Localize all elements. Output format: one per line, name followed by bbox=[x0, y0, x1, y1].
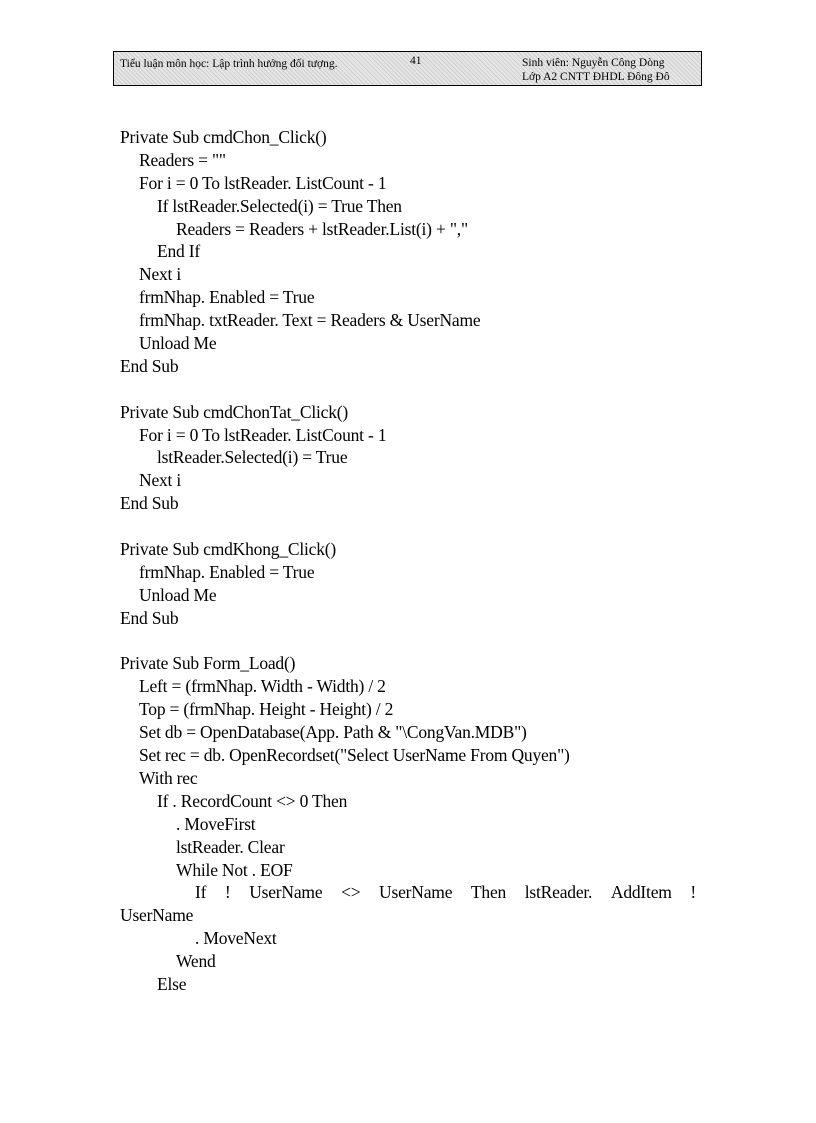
code-line: End Sub bbox=[120, 607, 179, 628]
code-line: Private Sub Form_Load() bbox=[120, 653, 296, 674]
course-title: Tiểu luận môn học: Lập trình hướng đối tượng. bbox=[120, 58, 338, 70]
code-line: If lstReader.Selected(i) = True Then bbox=[157, 195, 402, 216]
code-line: While Not . EOF bbox=[176, 859, 293, 880]
code-line: Set db = OpenDatabase(App. Path & "\CongVan.MDB") bbox=[139, 722, 527, 743]
code-line: UserName bbox=[120, 905, 194, 926]
student-info bbox=[522, 56, 670, 84]
blank-line bbox=[120, 515, 696, 538]
code-listing bbox=[120, 126, 696, 996]
code-line: Next i bbox=[139, 264, 182, 285]
code-token: AddItem bbox=[610, 882, 672, 903]
code-line: If . RecordCount <> 0 Then bbox=[157, 790, 348, 811]
student-name: Sinh viên: Nguyễn Công Dòng bbox=[522, 57, 665, 69]
blank-line bbox=[120, 630, 696, 653]
blank-line bbox=[120, 378, 696, 401]
code-line: Private Sub cmdKhong_Click() bbox=[120, 539, 337, 560]
code-line: Set rec = db. OpenRecordset("Select UserName From Quyen") bbox=[139, 745, 570, 766]
code-line: frmNhap. Enabled = True bbox=[139, 561, 315, 582]
code-line: End Sub bbox=[120, 355, 179, 376]
code-line: End If bbox=[157, 241, 201, 262]
code-line: Unload Me bbox=[139, 584, 217, 605]
code-line: frmNhap. txtReader. Text = Readers & UserName bbox=[139, 310, 481, 331]
code-line: . MoveNext bbox=[195, 928, 277, 949]
code-token: UserName bbox=[379, 882, 453, 903]
code-line: frmNhap. Enabled = True bbox=[139, 287, 315, 308]
code-token: lstReader. bbox=[524, 882, 593, 903]
code-token: Then bbox=[470, 882, 507, 903]
code-token: ! bbox=[690, 882, 696, 903]
code-token: ! bbox=[224, 882, 231, 903]
code-line: Unload Me bbox=[139, 333, 217, 354]
code-line: With rec bbox=[139, 767, 198, 788]
code-line: Private Sub cmdChonTat_Click() bbox=[120, 401, 349, 422]
code-line: Readers = "" bbox=[139, 149, 226, 170]
code-line: Left = (frmNhap. Width - Width) / 2 bbox=[139, 676, 386, 697]
code-line: End Sub bbox=[120, 493, 179, 514]
code-token: If bbox=[195, 882, 207, 903]
code-line: Else bbox=[157, 973, 187, 994]
code-line: For i = 0 To lstReader. ListCount - 1 bbox=[139, 172, 387, 193]
code-line: lstReader.Selected(i) = True bbox=[157, 447, 348, 468]
code-line: lstReader. Clear bbox=[176, 836, 285, 857]
code-line-justified bbox=[120, 881, 696, 904]
student-class: Lớp A2 CNTT ĐHDL Đông Đô bbox=[522, 71, 670, 83]
code-line: . MoveFirst bbox=[176, 813, 256, 834]
code-token: <> bbox=[341, 882, 361, 903]
code-line: For i = 0 To lstReader. ListCount - 1 bbox=[139, 424, 387, 445]
page-header bbox=[113, 51, 702, 86]
code-token: UserName bbox=[249, 882, 323, 903]
code-line: Private Sub cmdChon_Click() bbox=[120, 127, 327, 147]
code-line: Wend bbox=[176, 951, 216, 972]
code-line: Readers = Readers + lstReader.List(i) + "," bbox=[176, 218, 468, 239]
page-number: 41 bbox=[410, 55, 422, 67]
code-line: Next i bbox=[139, 470, 182, 491]
code-line: Top = (frmNhap. Height - Height) / 2 bbox=[139, 699, 394, 720]
